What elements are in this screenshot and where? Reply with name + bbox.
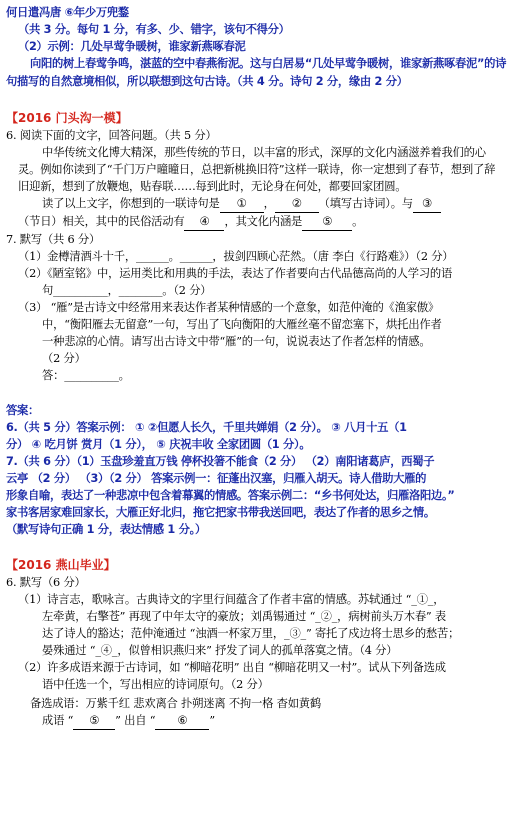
q6-read-c: （节日）相关，其中的民俗活动有 — [18, 215, 185, 228]
s2-answer-a: 成语 “ — [42, 714, 74, 727]
s2-answer-line — [6, 712, 508, 730]
section-title-mentougou: 【2016 门头沟一模】 — [6, 111, 128, 125]
s2-blank-5: ⑤ — [73, 712, 115, 730]
q7-item-3e: 答：__________。 — [42, 369, 130, 382]
q6-read-a: 读了以上文字，你想到的一联诗句是 — [42, 197, 220, 210]
q6-paragraph: 中华传统文化博大精深，那些传统的节日，以丰富的形式，深厚的文化内涵滋养着我们的心灵。例如你读到了“千门万户曈曈日，总把新桃换旧符”这样一联诗，你一定想到了春节，想到了辞旧迎新，想到了放鞭炮，贴春联……每到此时，无论身在何处，都要回家团圆。 — [18, 146, 496, 193]
q7-item-3c: 一种悲凉的心情。请写出古诗文中带“雁”的一句，说说表达了作者怎样的情感。 — [42, 335, 431, 348]
prev-answer-line1: 何日遣冯唐 ⑥年少万兜鍪 — [6, 6, 129, 19]
q6-read-line: 读了以上文字，你想到的一联诗句是 ① ， ② （填写古诗词）。与 ③ — [6, 195, 508, 213]
s2-para-1d: 晏殊通过 “_④_，似曾相识燕归来” 抒发了词人的孤单落寞之情。（4 分） — [42, 644, 398, 657]
answer-line-1: 6.（共 5 分）答案示例： ① ②但愿人长久，千里共婵娟（2 分）。 ③ 八月十五（1 — [6, 421, 407, 434]
answer-line-5: 形象自喻，表达了一种悲凉中包含着幕翼的情感。答案示例二：“乡书何处达，归雁洛阳边。” — [6, 489, 455, 502]
q6-read-d: ，其文化内涵是 — [224, 215, 303, 228]
s2-blank-6: ⑥ — [155, 712, 209, 730]
answer-label: 答案： — [6, 404, 39, 417]
q7-item-3a: （3） “雁”是古诗文中经常用来表达作者某种情感的一个意象，如范仲淹的《渔家傲》 — [18, 301, 440, 314]
s2-answer-b: ” 出自 “ — [115, 714, 156, 727]
prev-answer-paragraph: 向阳的树上春莺争鸣，湛蓝的空中春燕衔泥。这与白居易“几处早莺争暖树，谁家新燕啄春泥”的诗句描写的自然意境相似，所以联想到这句古诗。（共 4 分。诗句 2 分，缘由 2 分） — [6, 57, 507, 88]
answer-line-2: 分） ④ 吃月饼 赏月（1 分）， ⑤ 庆祝丰收 全家团圆（1 分）。 — [6, 438, 311, 451]
s2-q6-heading: 6. 默写（6 分） — [6, 576, 86, 589]
q7-item-3d: （2 分） — [42, 352, 86, 365]
q7-item-2b: 句__________，________。（2 分） — [42, 284, 212, 297]
s2-para-2b: 语中任选一个，写出相应的诗词原句。（2 分） — [42, 678, 269, 691]
q6-blank-2: ② — [275, 195, 319, 213]
section-title-yanshan: 【2016 燕山毕业】 — [6, 558, 116, 572]
s2-para-1b: 左牵黄，右擎苍” 再现了中年太守的豪放；刘禹锡通过 “_②_，病树前头万木春” 表 — [42, 610, 446, 623]
q6-blank-4: ④ — [184, 213, 224, 231]
q7-item-3b: 中，“衡阳雁去无留意”一句，写出了飞向衡阳的大雁丝毫不留恋塞下，烘托出作者 — [42, 318, 442, 331]
q6-read-b: （填写古诗词）。与 — [318, 197, 413, 210]
answer-line-4: 云亭 （2 分） （3）（2 分） 答案示例一：征蓬出汉塞，归雁入胡天。诗人借助大雁的 — [6, 472, 427, 485]
s2-para-2a: （2）许多成语来源于古诗词，如 “柳暗花明” 出自 “柳暗花明又一村”。试从下列备选成 — [18, 661, 446, 674]
answer-line-3: 7.（共 6 分）（1）玉盘珍羞直万钱 停杯投箸不能食（2 分） （2）南阳诸葛庐，西蜀子 — [6, 455, 435, 468]
answer-line-7: （默写诗句正确 1 分，表达情感 1 分。） — [6, 523, 206, 536]
q7-item-2a: （2）《陋室铭》中，运用类比和用典的手法，表达了作者要向古代品德高尚的人学习的语 — [18, 267, 453, 280]
s2-answer-c: ” — [209, 714, 215, 727]
prev-answer-line2: （共 3 分。每句 1 分，有多、少、错字，该句不得分） — [18, 23, 290, 36]
q7-heading: 7. 默写（共 6 分） — [6, 233, 101, 246]
q6-read-line-2: （节日）相关，其中的民俗活动有 ④ ，其文化内涵是 ⑤ 。 — [6, 213, 508, 231]
s2-candidates: 备选成语：万紫千红 悲欢离合 扑朔迷离 不拘一格 杳如黄鹤 — [30, 697, 321, 710]
answer-line-6: 家书客居家难回家长，大雁正好北归，拖它把家书带我送回吧，表达了作者的思乡之情。 — [6, 506, 435, 519]
prev-answer-line3: （2）示例：几处早莺争暖树，谁家新燕啄春泥 — [18, 40, 246, 53]
q6-blank-5: ⑤ — [302, 213, 352, 231]
s2-para-1c: 达了诗人的豁达；范仲淹通过 “浊酒一杯家万里，_③_” 寄托了戍边将士思乡的愁苦； — [42, 627, 460, 640]
q6-blank-3: ③ — [413, 195, 441, 213]
q6-blank-1: ① — [220, 195, 264, 213]
s2-para-1a: （1）诗言志，歌咏言。古典诗文的字里行间蕴含了作者丰富的情感。苏轼通过 “_①_， — [18, 593, 445, 606]
q6-heading: 6. 阅读下面的文字，回答问题。（共 5 分） — [6, 129, 217, 142]
q7-item-1: （1）金樽清酒斗十千，______。______，拔剑四顾心茫然。（唐 李白《行路难》）（2 分） — [18, 250, 454, 263]
